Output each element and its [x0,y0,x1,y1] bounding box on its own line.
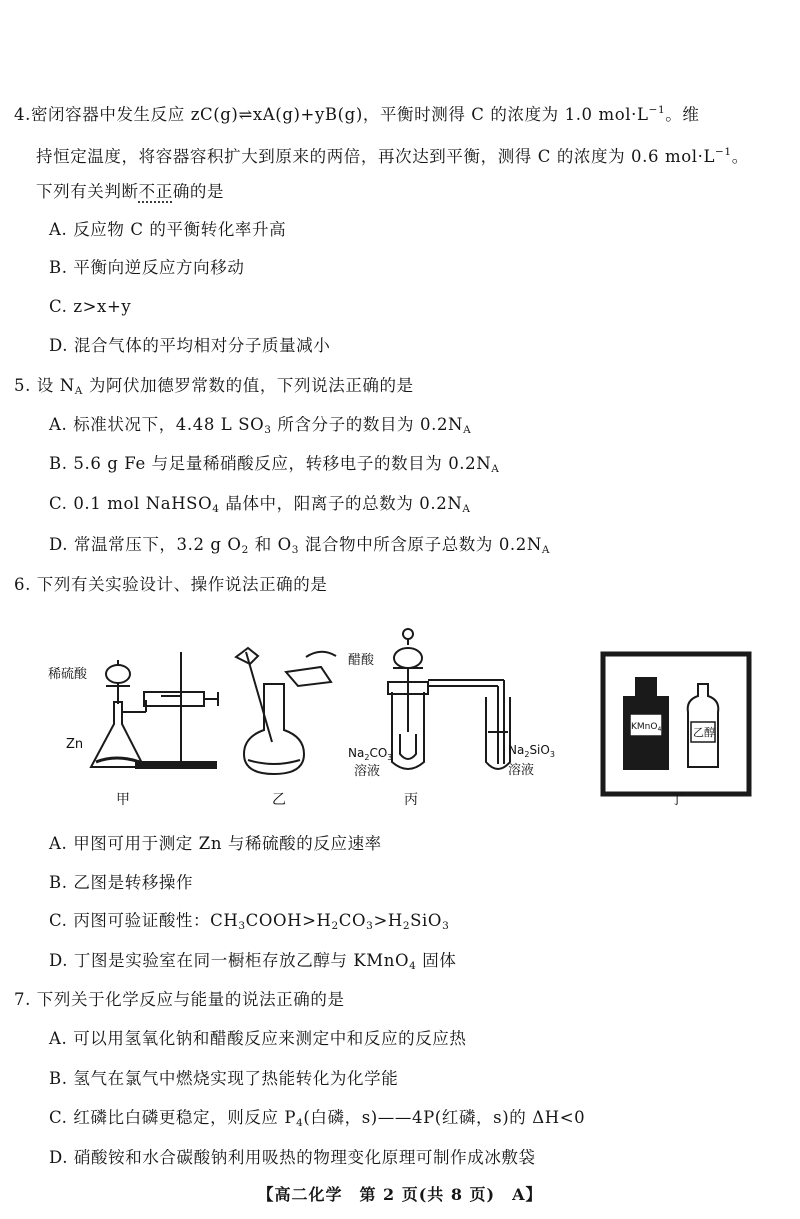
q6-option-b: B. 乙图是转移操作 [49,873,194,892]
q6-option-d: D. 丁图是实验室在同一橱柜存放乙醇与 KMnO$_4$ 固体 [49,951,457,972]
q4-stem-line2: 持恒定温度，将容器容积扩大到原来的两倍，再次达到平衡，测得 C 的浓度为 0.6 $mol\cdot L^{-1}$。 [36,146,749,166]
q5-option-d: D. 常温常压下，3.2 g $O_2$ 和 $O_3$ 混合物中所含原子总数为 $0.2N_A$ [49,535,551,556]
q4-option-a: A. 反应物 C 的平衡转化率升高 [49,220,287,239]
q5-option-a: A. 标准状况下，4.48 L $SO_3$ 所含分子的数目为 $0.2N_A$ [49,415,472,436]
q6-option-c: C. 丙图可验证酸性：$CH_3COOH>H_2CO_3>H_2SiO_3$ [49,911,450,932]
caption-jia: 甲 [116,792,130,808]
q5-option-c: C. 0.1 mol NaHSO$_4$ 晶体中，阳离子的总数为 $0.2N_A$ [49,494,471,515]
q6-option-a: A. 甲图可用于测定 Zn 与稀硫酸的反应速率 [49,834,382,853]
figure-labels [36,612,766,817]
label-solution-2: 溶液 [508,763,535,778]
q5-option-b: B. 5.6 g Fe 与足量稀硝酸反应，转移电子的数目为 $0.2N_A$ [49,454,500,475]
label-zn: Zn [66,737,84,752]
q7-stem: 7. 下列关于化学反应与能量的说法正确的是 [14,990,345,1009]
q7-option-c: C. 红磷比白磷更稳定，则反应 $P_4$(白磷，s)——4P(红磷，s)的 ΔH<0 [49,1108,586,1129]
q4-option-b: B. 平衡向逆反应方向移动 [49,258,245,277]
experiment-figure [36,612,766,817]
q4-option-d: D. 混合气体的平均相对分子质量减小 [49,336,331,355]
q7-option-d: D. 硝酸铵和水合碳酸钠利用吸热的物理变化原理可制作成冰敷袋 [49,1148,536,1167]
label-acetic-acid: 醋酸 [348,653,375,668]
caption-ding: 丁 [670,792,684,808]
caption-bing: 丙 [404,792,418,808]
q5-stem: 5. 设 $N_A$ 为阿伏加德罗常数的值，下列说法正确的是 [14,376,414,397]
q6-stem: 6. 下列有关实验设计、操作说法正确的是 [14,575,328,594]
label-na2co3: $Na_2CO_3$ [348,746,393,762]
label-solution-1: 溶液 [354,764,381,779]
q4-stem-line1: 4.密闭容器中发生反应 zC(g)⇌xA(g)+yB(g)，平衡时测得 C 的浓度为 1.0 $mol\cdot L^{-1}$。维 [14,104,700,124]
label-na2sio3: $Na_2SiO_3$ [508,743,555,759]
q4-stem-line3: 下列有关判断不正确的是 [36,182,225,201]
q7-option-a: A. 可以用氢氧化钠和醋酸反应来测定中和反应的反应热 [49,1029,467,1048]
label-kmno4: KMnO$_4$ [631,722,662,733]
q7-option-b: B. 氢气在氯气中燃烧实现了热能转化为化学能 [49,1069,399,1088]
caption-yi: 乙 [272,792,286,808]
label-ethanol: 乙醇 [693,726,715,739]
page-footer: 【高二化学 第 2 页(共 8 页) A】 [257,1185,543,1204]
q4-option-c: C. z>x+y [49,297,132,316]
label-dilute-sulfuric-acid: 稀硫酸 [48,667,88,682]
emphasis-dots: 不正 [138,182,173,201]
